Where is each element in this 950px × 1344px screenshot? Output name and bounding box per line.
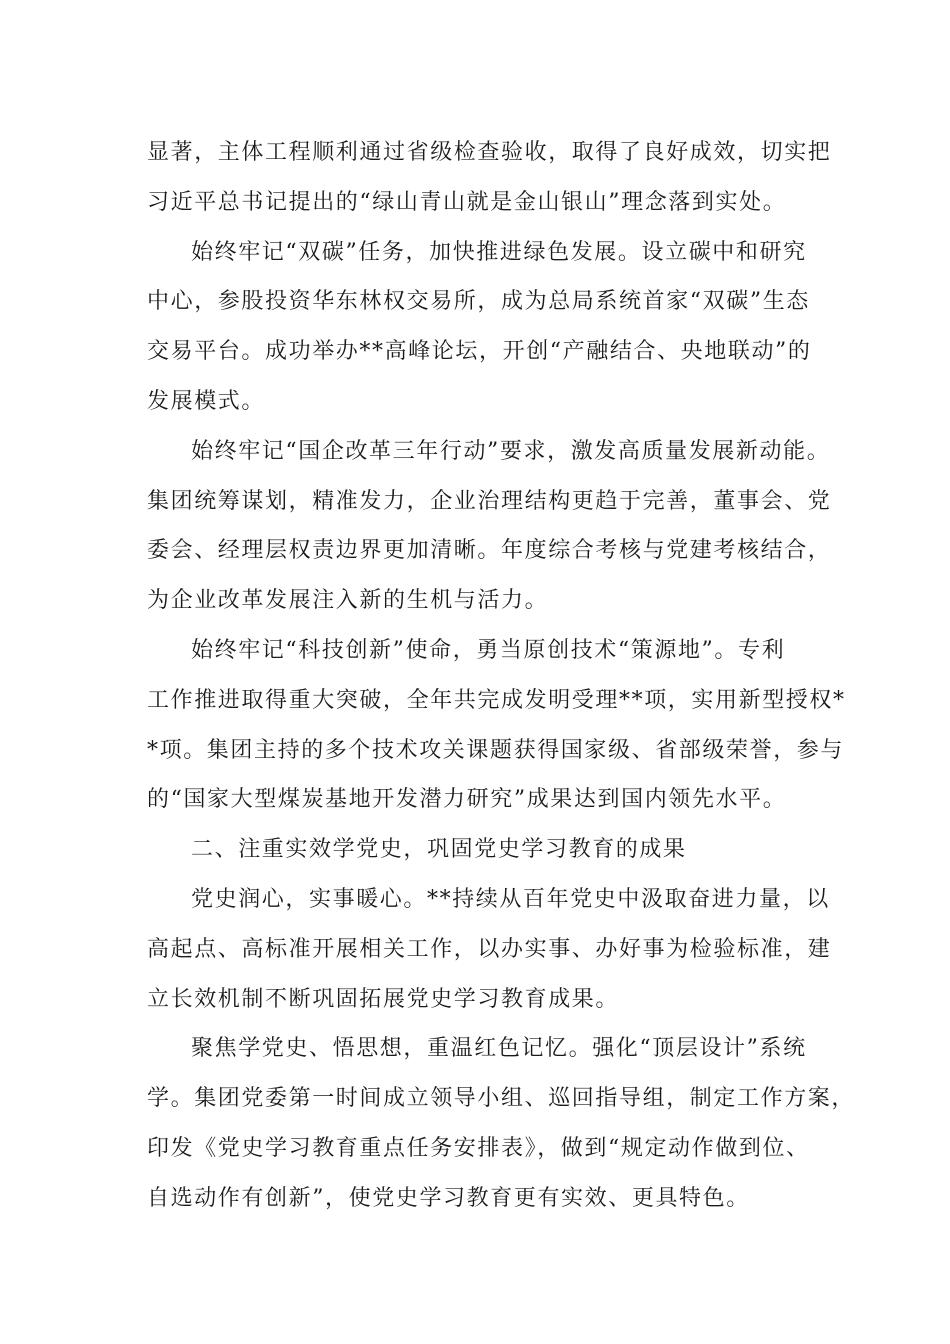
text-line: 高起点、高标准开展相关工作，以办实事、办好事为检验标准，建 [147, 936, 832, 962]
text-line: 始终牢记“双碳”任务，加快推进绿色发展。设立碳中和研究 [191, 239, 807, 265]
text-line: 工作推进取得重大突破，全年共完成发明受理**项，实用新型授权* [147, 687, 846, 713]
text-line: 委会、经理层权责边界更加清晰。年度综合考核与党建考核结合， [147, 538, 832, 564]
text-line: 为企业改革发展注入新的生机与活力。 [147, 588, 549, 614]
text-line: 显著，主体工程顺利通过省级检查验收，取得了良好成效，切实把 [147, 140, 832, 165]
text-line: 集团统筹谋划，精准发力，企业治理结构更趋于完善，董事会、党 [147, 488, 832, 514]
document-body [147, 128, 856, 1224]
text-line: 中心，参股投资华东林权交易所，成为总局系统首家“双碳”生态 [147, 289, 810, 315]
text-line: *项。集团主持的多个技术攻关课题获得国家级、省部级荣誉，参与 [147, 737, 845, 763]
text-line: 聚焦学党史、悟思想，重温红色记忆。强化“顶层设计”系统 [191, 1036, 807, 1062]
text-line: 习近平总书记提出的“绿山青山就是金山银山”理念落到实处。 [147, 189, 787, 215]
text-line: 立长效机制不断巩固拓展党史学习教育成果。 [147, 986, 620, 1012]
text-line: 始终牢记“国企改革三年行动”要求，激发高质量发展新动能。 [191, 438, 831, 464]
text-line: 自选动作有创新”，使党史学习教育更有实效、更具特色。 [147, 1185, 750, 1211]
text-line: 始终牢记“科技创新”使命，勇当原创技术“策源地”。专利 [191, 637, 786, 663]
text-line: 印发《党史学习教育重点任务安排表》，做到“规定动作做到位、 [147, 1135, 810, 1161]
text-line: 学。集团党委第一时间成立领导小组、巡回指导组，制定工作方案， [147, 1086, 856, 1112]
text-line: 的“国家大型煤炭基地开发潜力研究”成果达到国内领先水平。 [147, 787, 787, 813]
text-line: 交易平台。成功举办**高峰论坛，开创“产融结合、央地联动”的 [147, 339, 812, 365]
text-line: 党史润心，实事暖心。**持续从百年党史中汲取奋进力量，以 [191, 886, 830, 912]
text-line: 二、注重实效学党史，巩固党史学习教育的成果 [191, 837, 687, 863]
text-line: 发展模式。 [147, 388, 266, 414]
